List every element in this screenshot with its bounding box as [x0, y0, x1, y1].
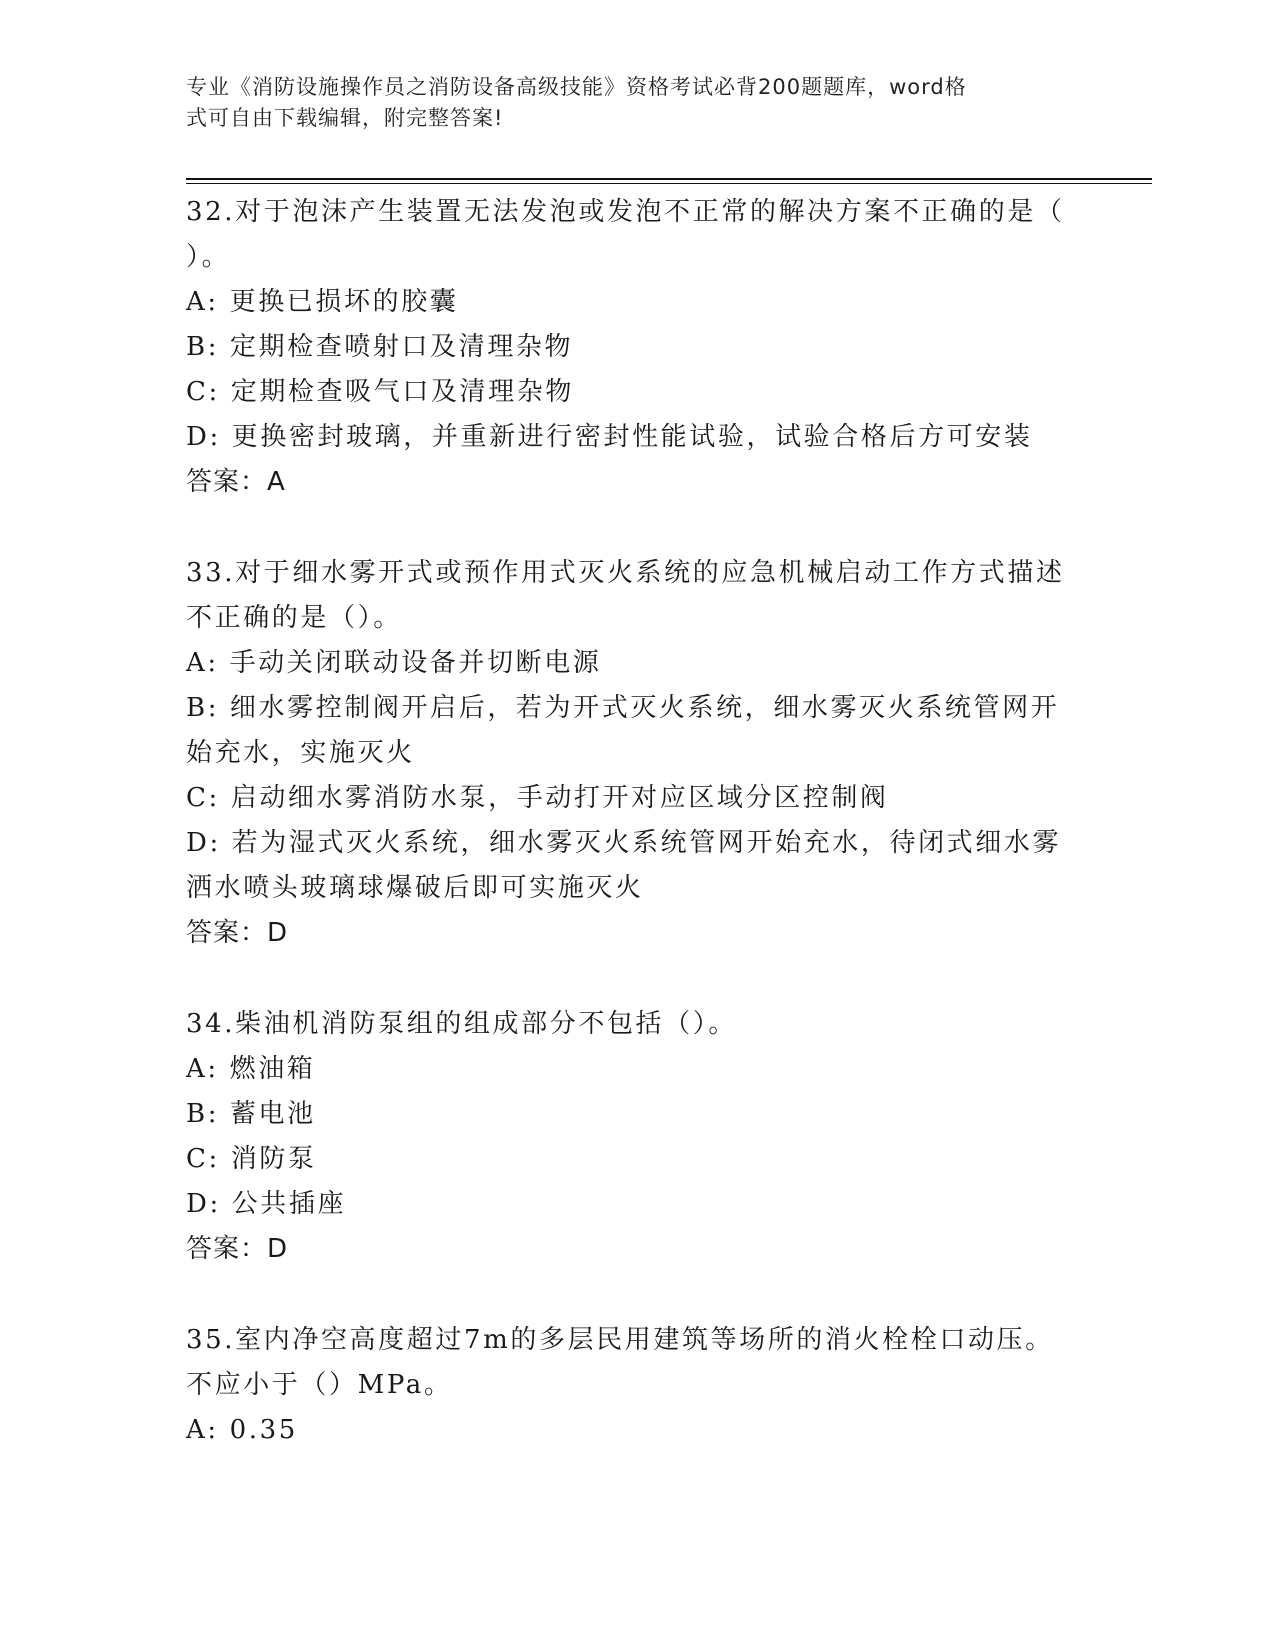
- option-d: D: 公共插座: [186, 1189, 347, 1219]
- option-b: B: 细水雾控制阀开启后，若为开式灭火系统，细水雾灭火系统管网开: [186, 693, 1060, 723]
- answer-line: 答案：D: [186, 918, 289, 948]
- option-d: D: 更换密封玻璃，并重新进行密封性能试验，试验合格后方可安装: [186, 422, 1033, 452]
- question-stem-line: ）。: [186, 242, 231, 272]
- option-a: A: 更换已损坏的胶囊: [186, 287, 459, 317]
- document-header: [186, 72, 1066, 134]
- option-c: C: 消防泵: [186, 1144, 317, 1174]
- question-33: [186, 551, 1086, 956]
- answer-line: 答案：A: [186, 467, 286, 497]
- option-a: A: 手动关闭联动设备并切断电源: [186, 648, 602, 678]
- question-stem-line: 不应小于（）MPa。: [186, 1370, 453, 1400]
- question-35: [186, 1318, 1086, 1453]
- header-divider-thick: [186, 178, 1152, 180]
- header-line-2: 式可自由下载编辑，附完整答案!: [186, 106, 504, 130]
- question-stem-line: 33.对于细水雾开式或预作用式灭火系统的应急机械启动工作方式描述: [186, 558, 1065, 588]
- question-34: [186, 1002, 1086, 1272]
- question-list: [186, 190, 1086, 1499]
- question-stem-line: 34.柴油机消防泵组的组成部分不包括（）。: [186, 1009, 737, 1039]
- question-32: [186, 190, 1086, 505]
- option-c: C: 定期检查吸气口及清理杂物: [186, 377, 574, 407]
- option-a: A: 燃油箱: [186, 1054, 316, 1084]
- question-stem-line: 32.对于泡沫产生装置无法发泡或发泡不正常的解决方案不正确的是（: [186, 197, 1065, 227]
- option-c: C: 启动细水雾消防水泵，手动打开对应区域分区控制阀: [186, 783, 889, 813]
- header-divider-thin: [186, 183, 1152, 184]
- option-b: B: 蓄电池: [186, 1099, 316, 1129]
- option-d-continued: 洒水喷头玻璃球爆破后即可实施灭火: [186, 873, 644, 903]
- header-line-1: 专业《消防设施操作员之消防设备高级技能》资格考试必背200题题库，word格: [186, 75, 967, 99]
- option-b-continued: 始充水，实施灭火: [186, 738, 415, 768]
- question-stem-line: 35.室内净空高度超过7m的多层民用建筑等场所的消火栓栓口动压。: [186, 1325, 1054, 1355]
- option-b: B: 定期检查喷射口及清理杂物: [186, 332, 574, 362]
- question-stem-line: 不正确的是（）。: [186, 603, 402, 633]
- option-a: A: 0.35: [186, 1415, 298, 1445]
- option-d: D: 若为湿式灭火系统，细水雾灭火系统管网开始充水，待闭式细水雾: [186, 828, 1062, 858]
- answer-line: 答案：D: [186, 1234, 289, 1264]
